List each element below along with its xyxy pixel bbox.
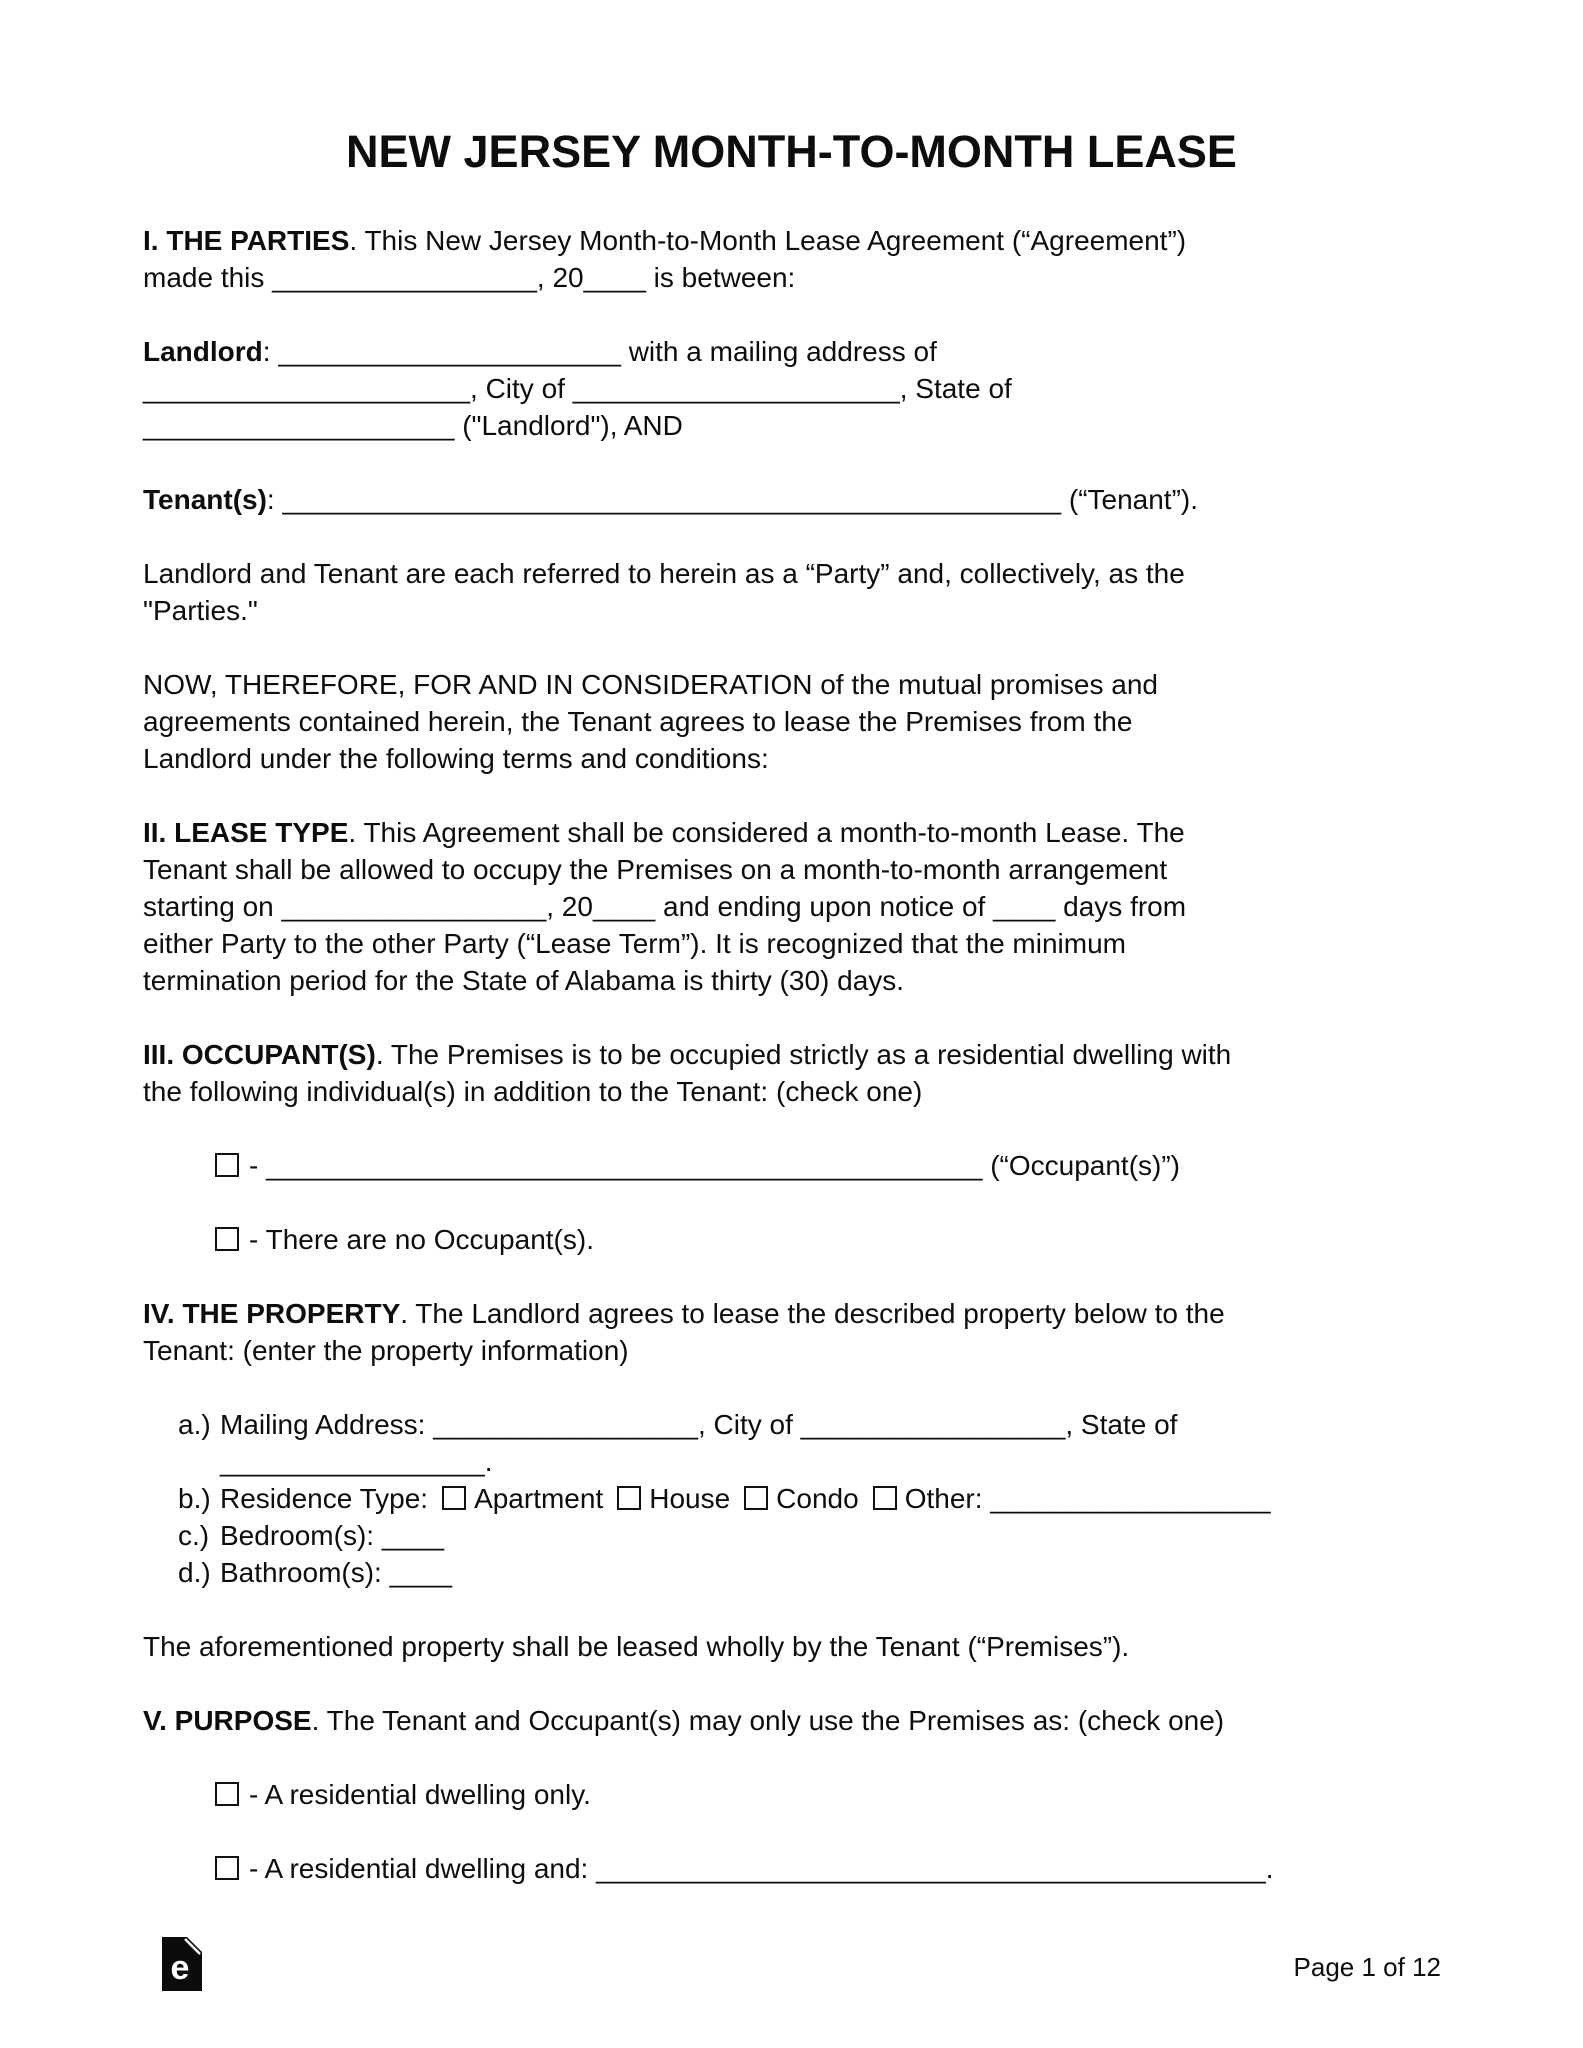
tenant-text-1: : __________________________________________________ (“Tenant”). xyxy=(266,484,1199,515)
residence-type-lead: Residence Type: xyxy=(220,1483,429,1514)
eforms-logo-icon xyxy=(161,1936,203,1992)
premises-clause-line: The aforementioned property shall be leased wholly by the Tenant (“Premises”). xyxy=(143,1631,1130,1662)
property-item-c xyxy=(178,1517,1440,1554)
section-iii-line-2: the following individual(s) in addition to the Tenant: (check one) xyxy=(143,1076,923,1107)
consideration-line-3: Landlord under the following terms and conditions: xyxy=(143,743,769,774)
consideration-clause xyxy=(143,666,1440,777)
purpose-dwelling-and-checkbox[interactable] xyxy=(215,1856,239,1880)
bedrooms-text: Bedroom(s): ____ xyxy=(220,1520,445,1551)
residence-apartment-label: Apartment xyxy=(474,1483,604,1514)
landlord-clause xyxy=(143,333,1440,444)
tenant-label: Tenant(s) xyxy=(143,484,267,515)
document-body xyxy=(0,222,1583,1887)
landlord-line-2: _____________________, City of _____________________, State of xyxy=(143,373,1012,404)
residence-house-checkbox[interactable] xyxy=(617,1486,641,1510)
section-ii-line-4: either Party to the other Party (“Lease Term”). It is recognized that the minimum xyxy=(143,928,1126,959)
tenant-line-1 xyxy=(143,481,1440,518)
landlord-text-1: : ______________________ with a mailing address of xyxy=(262,336,937,367)
residence-other-label: Other: __________________ xyxy=(904,1483,1271,1514)
section-i-parties xyxy=(143,222,1440,296)
section-ii-line-2: Tenant shall be allowed to occupy the Premises on a month-to-month arrangement xyxy=(143,854,1168,885)
section-v-text-1: . The Tenant and Occupant(s) may only use the Premises as: (check one) xyxy=(311,1705,1225,1736)
property-item-a-text: Mailing Address: _________________, City of _________________, State of xyxy=(220,1409,1178,1440)
section-iii-text-1: . The Premises is to be occupied strictly as a residential dwelling with xyxy=(375,1039,1232,1070)
parties-definition-line-2: "Parties." xyxy=(143,595,258,626)
landlord-line-1 xyxy=(143,333,1440,370)
parties-definition xyxy=(143,555,1440,629)
landlord-label: Landlord xyxy=(143,336,263,367)
purpose-dwelling-only-label: - A residential dwelling only. xyxy=(249,1779,591,1810)
consideration-line-1: NOW, THEREFORE, FOR AND IN CONSIDERATION of the mutual promises and xyxy=(143,669,1158,700)
section-iii-heading: III. OCCUPANT(S) xyxy=(143,1039,376,1070)
section-ii-line-1 xyxy=(143,814,1440,851)
parties-definition-line-1: Landlord and Tenant are each referred to herein as a “Party” and, collectively, as the xyxy=(143,558,1185,589)
property-item-b xyxy=(178,1480,1440,1517)
residence-house-label: House xyxy=(649,1483,731,1514)
section-i-line-2: made this _________________, 20____ is between: xyxy=(143,262,796,293)
property-item-d xyxy=(178,1554,1440,1591)
purpose-dwelling-only-checkbox[interactable] xyxy=(215,1782,239,1806)
purpose-dwelling-only-option xyxy=(215,1776,1440,1813)
occupants-named-option xyxy=(215,1147,1440,1184)
residence-apartment-checkbox[interactable] xyxy=(442,1486,466,1510)
section-v-heading: V. PURPOSE xyxy=(143,1705,312,1736)
eforms-logo-letter: e xyxy=(170,1949,190,1987)
section-ii-line-5: termination period for the State of Alabama is thirty (30) days. xyxy=(143,965,905,996)
property-item-a-label: a.) xyxy=(178,1409,211,1440)
section-ii-lease-type xyxy=(143,814,1440,999)
bathrooms-text: Bathroom(s): ____ xyxy=(220,1557,452,1588)
section-v-line-1 xyxy=(143,1702,1440,1739)
section-ii-heading: II. LEASE TYPE xyxy=(143,817,349,848)
residence-condo-label: Condo xyxy=(776,1483,859,1514)
residence-condo-checkbox[interactable] xyxy=(744,1486,768,1510)
section-i-text-1: . This New Jersey Month-to-Month Lease Agreement (“Agreement”) xyxy=(349,225,1187,256)
section-iv-property xyxy=(143,1295,1440,1369)
section-v-purpose xyxy=(143,1702,1440,1739)
property-item-a-line-1 xyxy=(178,1406,1440,1443)
section-ii-line-3: starting on _________________, 20____ and ending upon notice of ____ days from xyxy=(143,891,1187,922)
tenant-clause xyxy=(143,481,1440,518)
consideration-line-2: agreements contained herein, the Tenant agrees to lease the Premises from the xyxy=(143,706,1133,737)
no-occupants-option xyxy=(215,1221,1440,1258)
section-iii-line-1 xyxy=(143,1036,1440,1073)
section-i-line-1 xyxy=(143,222,1440,259)
purpose-dwelling-and-option xyxy=(215,1850,1440,1887)
property-item-c-label: c.) xyxy=(178,1520,210,1551)
property-item-b-label: b.) xyxy=(178,1483,211,1514)
document-title: NEW JERSEY MONTH-TO-MONTH LEASE xyxy=(346,126,1237,177)
section-iv-text-1: . The Landlord agrees to lease the described property below to the xyxy=(400,1298,1225,1329)
property-item-d-label: d.) xyxy=(178,1557,211,1588)
section-iii-occupants xyxy=(143,1036,1440,1110)
occupants-named-label: - ______________________________________________ (“Occupant(s)”) xyxy=(249,1150,1180,1181)
section-iv-line-1 xyxy=(143,1295,1440,1332)
property-detail-list xyxy=(178,1406,1440,1591)
purpose-dwelling-and-label: - A residential dwelling and: ___________________________________________. xyxy=(249,1853,1274,1884)
section-iv-line-2: Tenant: (enter the property information) xyxy=(143,1335,629,1366)
occupants-named-checkbox[interactable] xyxy=(215,1153,239,1177)
property-item-a-line-2: _________________. xyxy=(220,1446,493,1477)
landlord-line-3: ____________________ ("Landlord"), AND xyxy=(143,410,683,441)
section-i-heading: I. THE PARTIES xyxy=(143,225,350,256)
section-iv-heading: IV. THE PROPERTY xyxy=(143,1298,401,1329)
residence-other-checkbox[interactable] xyxy=(873,1486,897,1510)
page-number-label: Page 1 of 12 xyxy=(1293,1952,1441,1982)
premises-clause xyxy=(143,1628,1440,1665)
no-occupants-label: - There are no Occupant(s). xyxy=(249,1224,594,1255)
no-occupants-checkbox[interactable] xyxy=(215,1227,239,1251)
section-ii-text-1: . This Agreement shall be considered a month-to-month Lease. The xyxy=(348,817,1185,848)
